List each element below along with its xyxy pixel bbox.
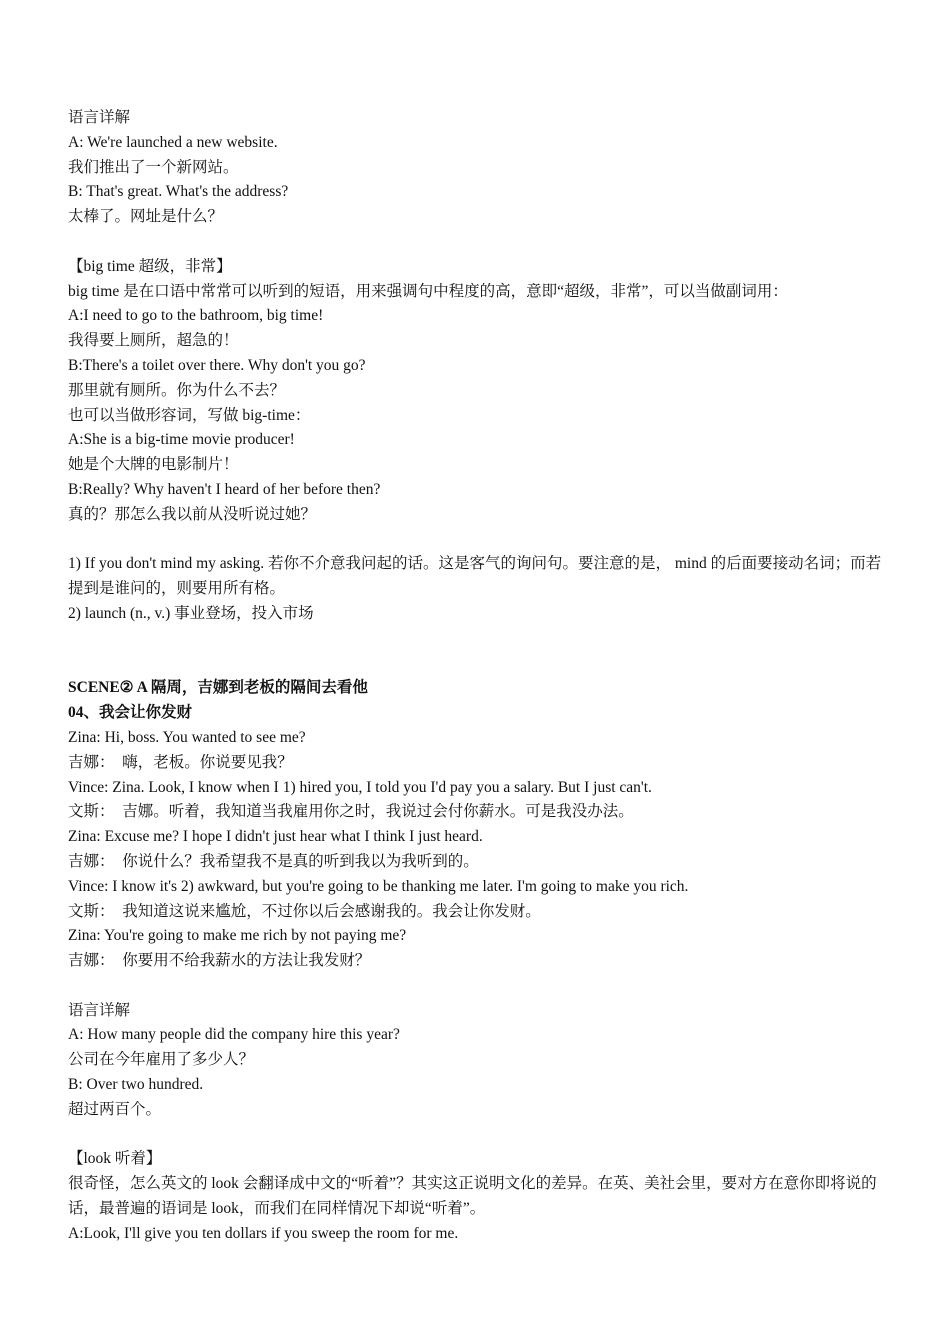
translation-line: 太棒了。网址是什么？ (68, 208, 224, 226)
example-line: B: Over two hundred. (68, 1076, 204, 1094)
translation-line: 吉娜： 你要用不给我薪水的方法让我发财？ (68, 952, 371, 970)
document-page (68, 106, 886, 1247)
translation-line: 文斯： 我知道这说来尴尬，不过你以后会感谢我的。我会让你发财。 (68, 902, 541, 920)
translation-line: 文斯： 吉娜。听着，我知道当我雇用你之时，我说过会付你薪水。可是我没办法。 (68, 803, 634, 821)
section-heading: 【look 听着】 (68, 1150, 162, 1168)
explanation-paragraph: big time 是在口语中常常可以听到的短语，用来强调句中程度的高，意即“超级，非常”，可以当做副词用： (68, 282, 788, 300)
dialogue-line: Vince: I know it's 2) awkward, but you're going to be thanking me later. I'm going to make you rich. (68, 877, 689, 895)
scene-title: SCENE② A 隔周，吉娜到老板的隔间去看他 (68, 679, 368, 697)
example-line: A:She is a big-time movie producer! (68, 431, 295, 449)
blank-gap (68, 627, 886, 677)
example-line: A:Look, I'll give you ten dollars if you sweep the room for me. (68, 1224, 459, 1242)
example-line: B:Really? Why haven't I heard of her before then? (68, 480, 381, 498)
translation-line: 吉娜： 你说什么？我希望我不是真的听到我以为我听到的。 (68, 852, 479, 870)
example-line: A: How many people did the company hire this year? (68, 1026, 400, 1044)
translation-line: 超过两百个。 (68, 1100, 162, 1118)
dialogue-line: B: That's great. What's the address? (68, 183, 289, 201)
dialogue-line: Zina: You're going to make me rich by not paying me? (68, 927, 407, 945)
section-heading: 【big time 超级，非常】 (68, 257, 232, 275)
section-heading: 语言详解 (68, 1001, 131, 1019)
translation-line: 我们推出了一个新网站。 (68, 158, 239, 176)
translation-line: 公司在今年雇用了多少人？ (68, 1051, 255, 1069)
note-line: 2) launch (n., v.) 事业登场，投入市场 (68, 604, 314, 622)
blank-line (68, 974, 886, 999)
note-paragraph: 1) If you don't mind my asking. 若你不介意我问起的话。这是客气的询问句。要注意的是， mind 的后面要接动名词；而若提到是谁问的，则要用所有格。 (68, 555, 882, 598)
translation-line: 我得要上厕所，超急的！ (68, 332, 239, 350)
explanation-paragraph: 很奇怪，怎么英文的 look 会翻译成中文的“听着”？其实这正说明文化的差异。在英、美社会里，要对方在意你即将说的话，最普遍的语词是 look，而我们在同样情况下却说“听着”。 (68, 1175, 877, 1218)
example-line: A:I need to go to the bathroom, big time! (68, 307, 324, 325)
translation-line: 她是个大牌的电影制片！ (68, 456, 239, 474)
dialogue-line: Zina: Hi, boss. You wanted to see me? (68, 728, 306, 746)
explanation-line: 也可以当做形容词，写做 big-time： (68, 406, 311, 424)
blank-line (68, 528, 886, 553)
translation-line: 那里就有厕所。你为什么不去？ (68, 381, 286, 399)
section-heading: 语言详解 (68, 109, 131, 126)
dialogue-line: Vince: Zina. Look, I know when I 1) hired you, I told you I'd pay you a salary. But I just can't. (68, 778, 652, 796)
dialogue-line: Zina: Excuse me? I hope I didn't just hear what I think I just heard. (68, 828, 483, 846)
blank-line (68, 1123, 886, 1148)
example-line: B:There's a toilet over there. Why don't you go? (68, 356, 366, 374)
blank-line (68, 230, 886, 255)
dialogue-line: A: We're launched a new website. (68, 133, 278, 151)
translation-line: 真的？那怎么我以前从没听说过她？ (68, 505, 317, 523)
translation-line: 吉娜： 嗨，老板。你说要见我？ (68, 753, 293, 771)
scene-subtitle: 04、我会让你发财 (68, 704, 193, 722)
